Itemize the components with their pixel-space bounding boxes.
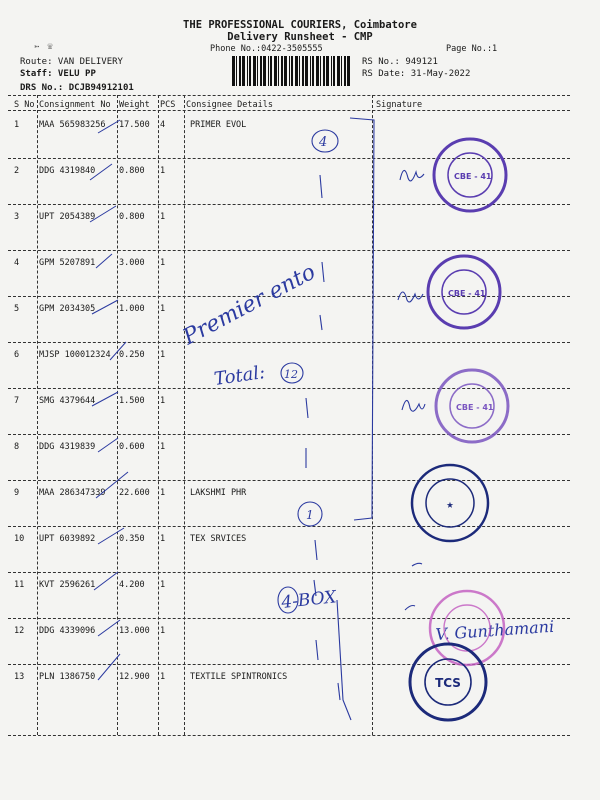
lakshmi-star: ★ <box>446 497 454 511</box>
row-weight: 0.800 <box>119 212 145 222</box>
row-consignment: UPT 2054389 <box>39 212 96 222</box>
row-pcs: 1 <box>160 304 166 314</box>
row-sno: 13 <box>14 672 25 682</box>
circle-1-text: 1 <box>306 508 314 522</box>
row-consignment: PLN 1386750 <box>39 672 96 682</box>
row-weight: 0.800 <box>119 166 145 176</box>
row-sno: 3 <box>14 212 20 222</box>
phone-icon: ☏ <box>47 42 61 52</box>
row-weight: 0.250 <box>119 350 145 360</box>
col-consignee: Consignee Details <box>186 100 273 110</box>
box-note: 4-BOX <box>280 587 338 613</box>
row-pcs: 1 <box>160 166 166 176</box>
row-pcs: 1 <box>160 534 166 544</box>
row-sno: 2 <box>14 166 20 176</box>
premier-stamp-1-mid: CBE - 41 <box>454 172 492 181</box>
row-pcs: 1 <box>160 672 166 682</box>
row-sno: 8 <box>14 442 20 452</box>
row-sno: 1 <box>14 120 20 130</box>
staff: Staff: VELU PP <box>20 69 96 79</box>
premier-stamp-2-mid: CBE - 41 <box>448 289 486 298</box>
hand-strokes <box>306 118 374 720</box>
row-weight: 13.000 <box>119 626 150 636</box>
row-sno: 6 <box>14 350 20 360</box>
circle-12-text: 12 <box>284 368 298 381</box>
row-weight: 1.500 <box>119 396 145 406</box>
row-consignment: MAA 565983256 <box>39 120 106 130</box>
col-consignment: Consignment No <box>39 100 111 110</box>
total-note: Total: <box>212 362 267 390</box>
rs-number: RS No.: 949121 <box>362 57 438 67</box>
row-consignment: MAA 286347339 <box>39 488 106 498</box>
route: Route: VAN DELIVERY <box>20 57 123 67</box>
row-consignment: MJSP 100012324 <box>39 350 111 360</box>
premier-stamp-3-mid: CBE - 41 <box>456 403 494 412</box>
circle-4-text: 4 <box>319 135 328 150</box>
row-consignment: DDG 4319839 <box>39 442 96 452</box>
arrow-icon: ➳ <box>34 42 48 52</box>
row-sno: 4 <box>14 258 20 268</box>
row-sno: 12 <box>14 626 25 636</box>
tcs-stamp-text: TCS <box>435 676 461 690</box>
row-weight: 0.600 <box>119 442 145 452</box>
row-sno: 7 <box>14 396 20 406</box>
col-weight: Weight <box>119 100 150 110</box>
premier-note: Premier ento <box>179 259 320 351</box>
row-consignment: DDG 4319840 <box>39 166 96 176</box>
signature-scribbles <box>398 170 425 610</box>
row-pcs: 1 <box>160 488 166 498</box>
row-consignee: PRIMER EVOL <box>190 120 247 130</box>
row-weight: 0.350 <box>119 534 145 544</box>
row-consignment: DDG 4339096 <box>39 626 96 636</box>
row-pcs: 4 <box>160 120 166 130</box>
row-consignee: LAKSHMI PHR <box>190 488 247 498</box>
row-pcs: 1 <box>160 580 166 590</box>
row-weight: 3.000 <box>119 258 145 268</box>
row-consignee: TEXTILE SPINTRONICS <box>190 672 288 682</box>
rs-date: RS Date: 31-May-2022 <box>362 69 471 79</box>
row-weight: 4.200 <box>119 580 145 590</box>
row-sno: 10 <box>14 534 25 544</box>
row-pcs: 1 <box>160 626 166 636</box>
row-pcs: 1 <box>160 350 166 360</box>
phone-number: Phone No.:0422-3505555 <box>210 44 323 54</box>
row-consignment: GPM 2034305 <box>39 304 96 314</box>
col-signature: Signature <box>376 100 423 110</box>
row-weight: 12.900 <box>119 672 150 682</box>
row-pcs: 1 <box>160 258 166 268</box>
row-pcs: 1 <box>160 396 166 406</box>
row-pcs: 1 <box>160 212 166 222</box>
row-weight: 17.500 <box>119 120 150 130</box>
page-number: Page No.:1 <box>446 44 498 54</box>
runsheet-subtitle: Delivery Runsheet - CMP <box>227 31 373 43</box>
tick-marks <box>90 120 128 680</box>
row-weight: 22.600 <box>119 488 150 498</box>
row-consignment: KVT 2596261 <box>39 580 96 590</box>
table-bottom-rule <box>8 735 570 736</box>
row-consignment: UPT 6039892 <box>39 534 96 544</box>
row-weight: 1.000 <box>119 304 145 314</box>
row-sno: 9 <box>14 488 20 498</box>
row-consignment: SMG 4379644 <box>39 396 96 406</box>
row-sno: 5 <box>14 304 20 314</box>
row-pcs: 1 <box>160 442 166 452</box>
row-consignment: GPM 5207891 <box>39 258 96 268</box>
col-pcs: PCS <box>160 100 176 110</box>
col-sno: S No <box>14 100 35 110</box>
company-title: THE PROFESSIONAL COURIERS, Coimbatore <box>183 19 417 31</box>
signature-name: V. Gunthamani <box>434 616 555 644</box>
drs-number: DRS No.: DCJB94912101 <box>20 83 134 93</box>
row-consignee: TEX SRVICES <box>190 534 247 544</box>
row-sno: 11 <box>14 580 25 590</box>
